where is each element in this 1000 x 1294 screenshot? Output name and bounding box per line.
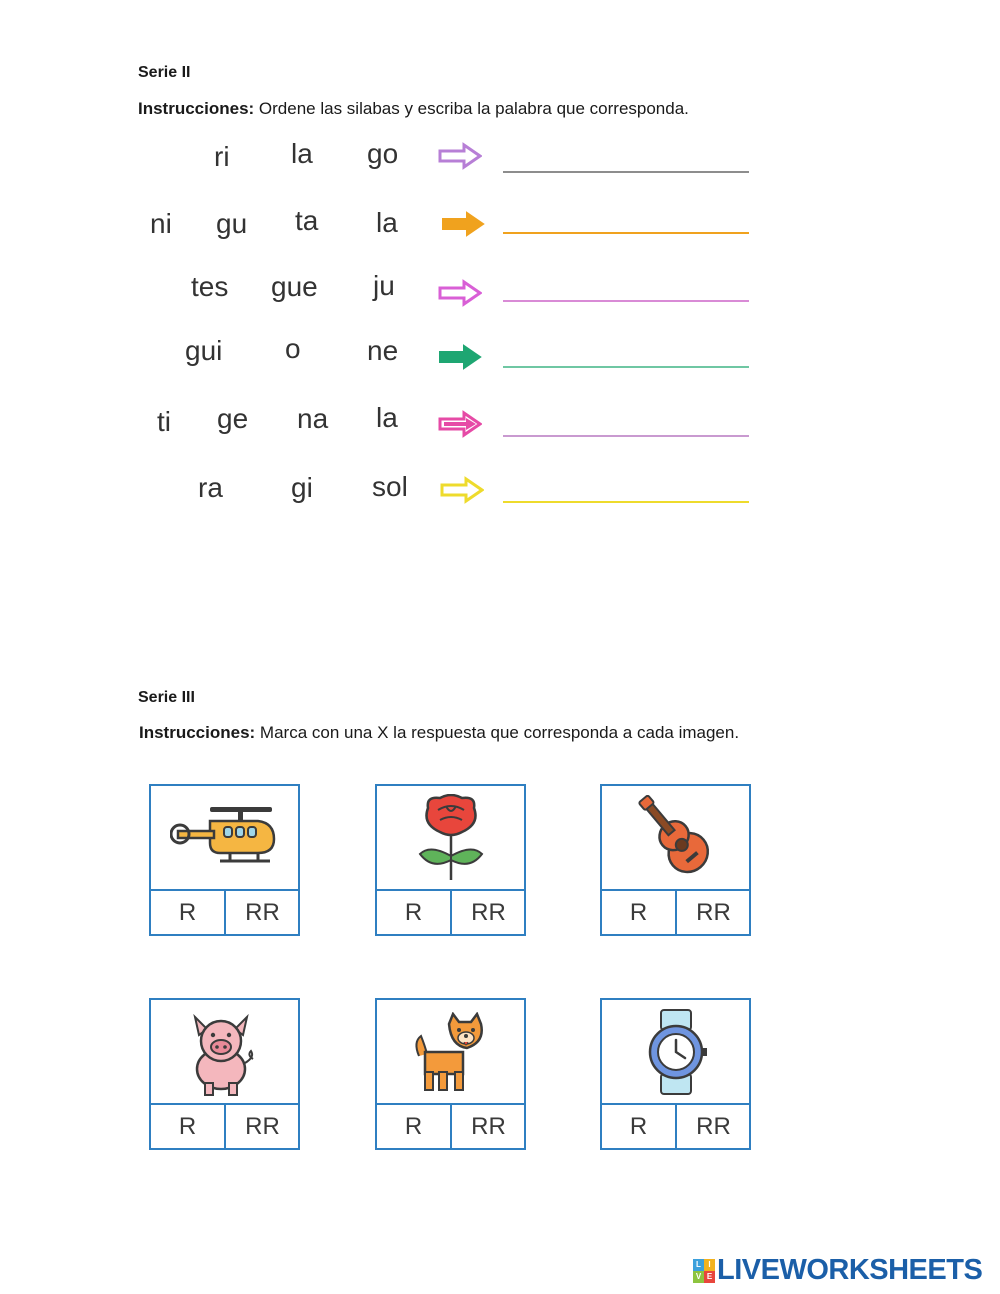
helicopter-icon	[151, 786, 298, 891]
syllable: tes	[191, 271, 229, 302]
option-rr[interactable]: RR	[696, 898, 731, 926]
syllable: la	[376, 402, 398, 433]
instructions-text: Marca con una X la respuesta que corresponda a cada imagen.	[255, 723, 740, 742]
option-rr[interactable]: RR	[245, 898, 280, 926]
syllable: na	[297, 403, 329, 434]
arrow-right-icon	[441, 210, 485, 238]
image-card	[149, 784, 300, 936]
syllable: ge	[217, 403, 249, 434]
syllable: la	[291, 138, 313, 169]
option-r[interactable]: R	[377, 1105, 452, 1148]
syllable: ti	[157, 406, 171, 437]
syllable: ri	[214, 141, 230, 172]
syllable: gue	[271, 271, 318, 302]
syllable: la	[376, 207, 398, 238]
option-rr[interactable]: RR	[471, 898, 506, 926]
syllable: ne	[367, 335, 399, 366]
image-card	[600, 784, 751, 936]
arrow-right-icon	[438, 410, 482, 438]
syllable: ra	[198, 472, 223, 503]
image-card	[600, 998, 751, 1150]
arrow-right-icon	[438, 279, 482, 307]
syllable: gi	[291, 472, 313, 503]
dog-icon	[377, 1000, 524, 1105]
option-r[interactable]: R	[602, 1105, 677, 1148]
syllable: ta	[295, 205, 319, 236]
image-card	[149, 998, 300, 1150]
option-r[interactable]: R	[602, 891, 677, 934]
option-rr[interactable]: RR	[471, 1112, 506, 1140]
image-card	[375, 784, 526, 936]
option-rr[interactable]: RR	[696, 1112, 731, 1140]
serie3-title: Serie III	[138, 689, 195, 706]
guitar-icon	[602, 786, 749, 891]
arrow-right-icon	[438, 142, 482, 170]
arrow-right-icon	[438, 343, 482, 371]
logo-text: LIVEWORKSHEETS	[717, 1254, 983, 1286]
option-r[interactable]: R	[377, 891, 452, 934]
liveworksheets-logo	[693, 1254, 982, 1287]
syllable: sol	[372, 471, 408, 502]
serie2-instructions	[138, 99, 689, 119]
arrow-right-icon	[440, 476, 484, 504]
watch-icon	[602, 1000, 749, 1105]
answer-line-3[interactable]	[503, 300, 749, 302]
serie3-instructions	[139, 723, 739, 743]
syllable: gui	[185, 335, 223, 366]
logo-mark: L I V E	[693, 1259, 715, 1283]
instructions-label: Instrucciones:	[139, 723, 256, 742]
answer-line-1[interactable]	[503, 171, 749, 173]
syllable: gu	[216, 208, 248, 239]
syllable: go	[367, 138, 399, 169]
option-r[interactable]: R	[151, 1105, 226, 1148]
answer-line-5[interactable]	[503, 435, 749, 437]
answer-line-6[interactable]	[503, 501, 749, 503]
syllable: o	[285, 333, 301, 364]
instructions-text: Ordene las silabas y escriba la palabra que corresponda.	[254, 99, 689, 118]
option-r[interactable]: R	[151, 891, 226, 934]
serie2-title: Serie II	[138, 64, 191, 81]
pig-icon	[151, 1000, 298, 1105]
option-rr[interactable]: RR	[245, 1112, 280, 1140]
instructions-label: Instrucciones:	[138, 99, 255, 118]
answer-line-4[interactable]	[503, 366, 749, 368]
rose-icon	[377, 786, 524, 891]
image-card	[375, 998, 526, 1150]
answer-line-2[interactable]	[503, 232, 749, 234]
syllable: ni	[150, 208, 172, 239]
syllable: ju	[373, 270, 395, 301]
